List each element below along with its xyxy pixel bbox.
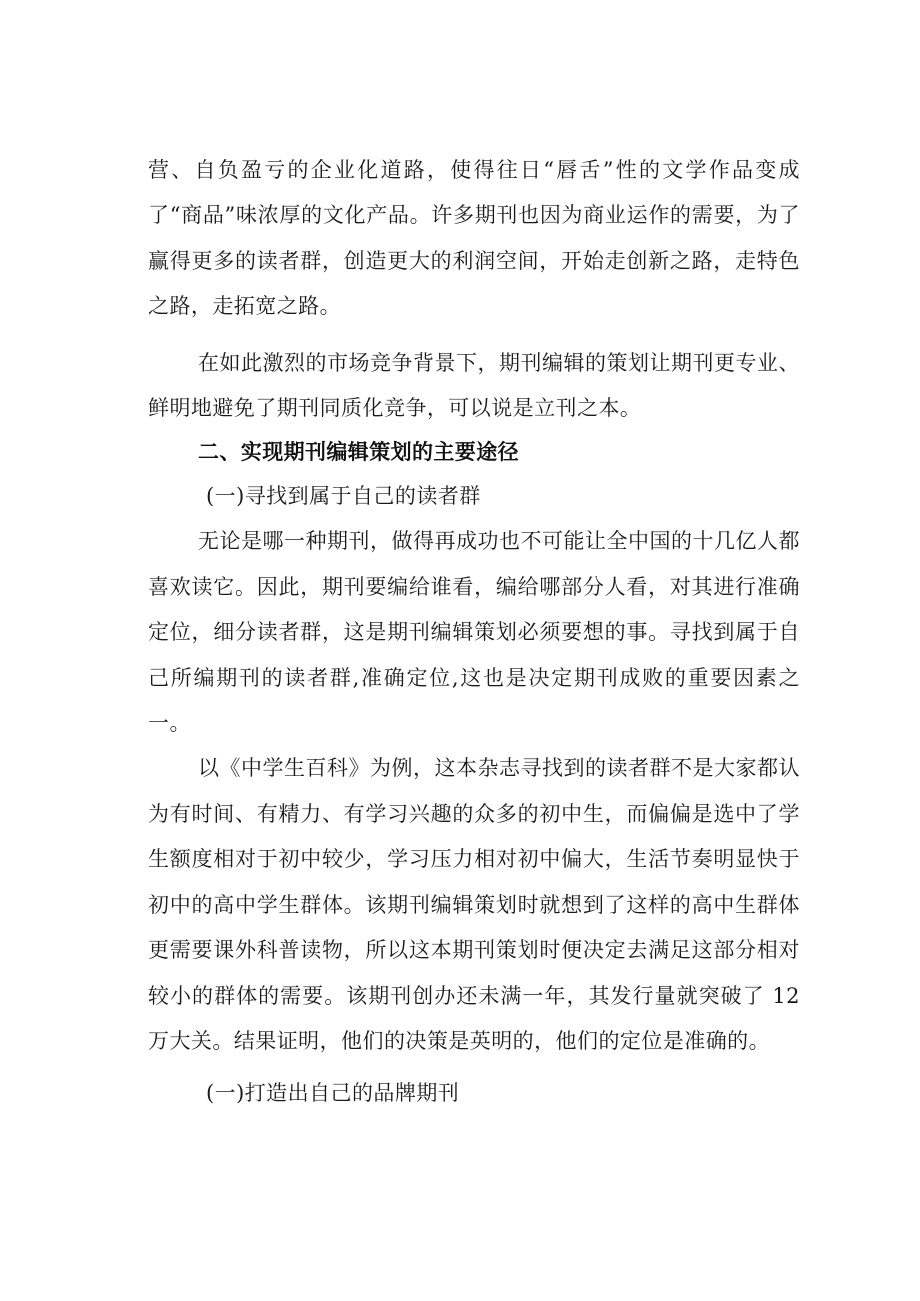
document-body <box>148 148 800 1116</box>
body-paragraph: 营、自负盈亏的企业化道路，使得往日“唇舌”性的文学作品变成了“商品”味浓厚的文化产品。许多期刊也因为商业运作的需要，为了赢得更多的读者群，创造更大的利润空间，开始走创新之路，走特色之路，走拓宽之路。 <box>148 158 800 319</box>
subsection-heading: (一)寻找到属于自己的读者群 <box>206 484 481 509</box>
section-heading: 二、实现期刊编辑策划的主要途径 <box>198 440 519 465</box>
body-paragraph: 无论是哪一种期刊，做得再成功也不可能让全中国的十几亿人都喜欢读它。因此，期刊要编给谁看，编给哪部分人看，对其进行准确定位，细分读者群，这是期刊编辑策划必须要想的事。寻找到属于自己所编期刊的读者群,准确定位,这也是决定期刊成败的重要因素之一。 <box>148 529 800 736</box>
subsection-heading: (一)打造出自己的品牌期刊 <box>206 1081 460 1106</box>
body-paragraph: 在如此激烈的市场竞争背景下，期刊编辑的策划让期刊更专业、鲜明地避免了期刊同质化竞争，可以说是立刊之本。 <box>148 350 800 421</box>
body-paragraph: 以《中学生百科》为例，这本杂志寻找到的读者群不是大家都认为有时间、有精力、有学习兴趣的众多的初中生，而偏偏是选中了学生额度相对于初中较少，学习压力相对初中偏大，生活节奏明显快于初中的高中学生群体。该期刊编辑策划时就想到了这样的高中生群体更需要课外科普读物，所以这本期刊策划时便决定去满足这部分相对较小的群体的需要。该期刊创办还未满一年，其发行量就突破了 12 万大关。结果证明，他们的决策是英明的，他们的定位是准确的。 <box>148 756 800 1053</box>
